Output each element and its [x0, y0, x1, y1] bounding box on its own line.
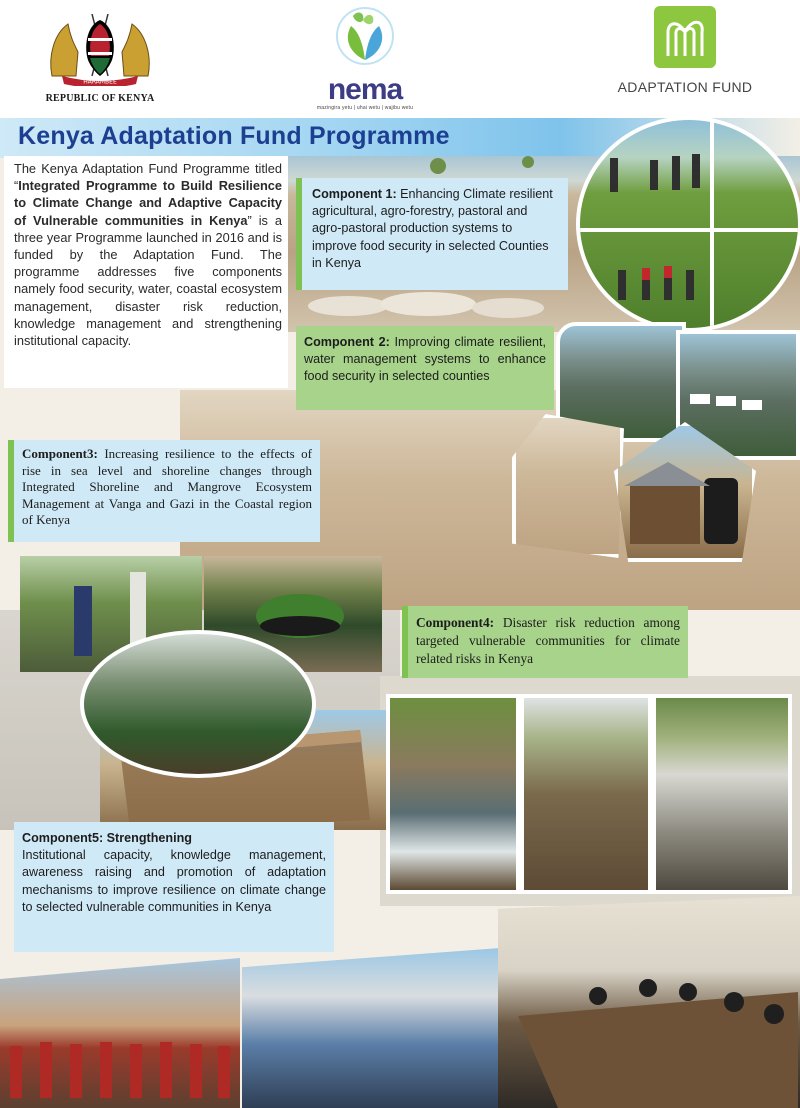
component-3-text: Increasing resilience to the effects of rise in sea level and shoreline changes through Integrated Shoreline and Mangrove Ecosystem Management at Vanga and Gazi in the Coastal region of Kenya [22, 446, 313, 528]
component-5-title: Component5: Strengthening [22, 831, 193, 845]
coat-of-arms-icon [40, 6, 160, 86]
community-group-photo [0, 958, 240, 1108]
component-1-title: Component 1: [312, 187, 397, 201]
nema-tagline: mazingira yetu | uhai wetu | wajibu wetu [316, 105, 414, 111]
component-2-text: Improving climate resilient, water management systems to enhance food security in selected counties [304, 335, 547, 384]
component-2-box [296, 326, 554, 410]
component-5-box [14, 822, 334, 952]
kenya-coat-of-arms-logo [40, 6, 160, 104]
adaptation-fund-caption: ADAPTATION FUND [617, 79, 753, 95]
intro-text-after: ” is a three year Programme launched in 2016 and is funded by the Adaptation Fund. The programme addresses five components namely food security, water, coastal ecosystem management, disaster risk reduction, knowledge management and strengthening institutional capacity. [14, 212, 282, 349]
intro-text-before: The Kenya Adaptation Fund Programme titled “ [14, 161, 282, 194]
concrete-canal-photo [652, 694, 792, 894]
trench-photo [520, 694, 652, 894]
nema-logo [300, 6, 430, 111]
header [0, 0, 800, 118]
meeting-room-photo [498, 896, 800, 1108]
programme-title-bold: Integrated Programme to Build Resilience to Climate Change and Adaptive Capacity of Vulnerable communities in Kenya [14, 178, 282, 228]
component-4-text: Disaster risk reduction among targeted vulnerable communities for climate related risks in Kenya [416, 615, 680, 666]
adaptation-fund-logo [590, 6, 780, 95]
component-3-box [8, 440, 320, 542]
river-rocks-photo [386, 694, 520, 894]
intro-paragraph [4, 156, 288, 388]
kenya-caption: REPUBLIC OF KENYA [45, 93, 155, 104]
component-3-title: Component3: [22, 446, 98, 461]
nema-wordmark: nema [327, 73, 403, 106]
harambee-banner-text: HARAMBEE [83, 78, 117, 86]
fountain-icon [654, 6, 716, 68]
component-4-title: Component4: [416, 615, 495, 630]
component-2-title: Component 2: [304, 335, 390, 349]
mangrove-nursery-circle-photo [80, 630, 316, 778]
butterfly-leaf-icon [325, 6, 405, 70]
component-5-text: Institutional capacity, knowledge management, awareness raising and promotion of adaptation mechanisms to improve resilience on climate change to selected vulnerable communities in Kenya [22, 848, 326, 914]
component-4-box [402, 606, 688, 678]
page-title: Kenya Adaptation Fund Programme [18, 122, 450, 150]
component-1-box [296, 178, 568, 290]
farmers-field-circle-photo [576, 116, 800, 332]
component-1-text: Enhancing Climate resilient agricultural, agro-forestry, pastoral and agro-pastoral production systems to improve food security in selected Counties in Kenya [312, 187, 553, 270]
exhibition-stand-photo [242, 948, 500, 1108]
